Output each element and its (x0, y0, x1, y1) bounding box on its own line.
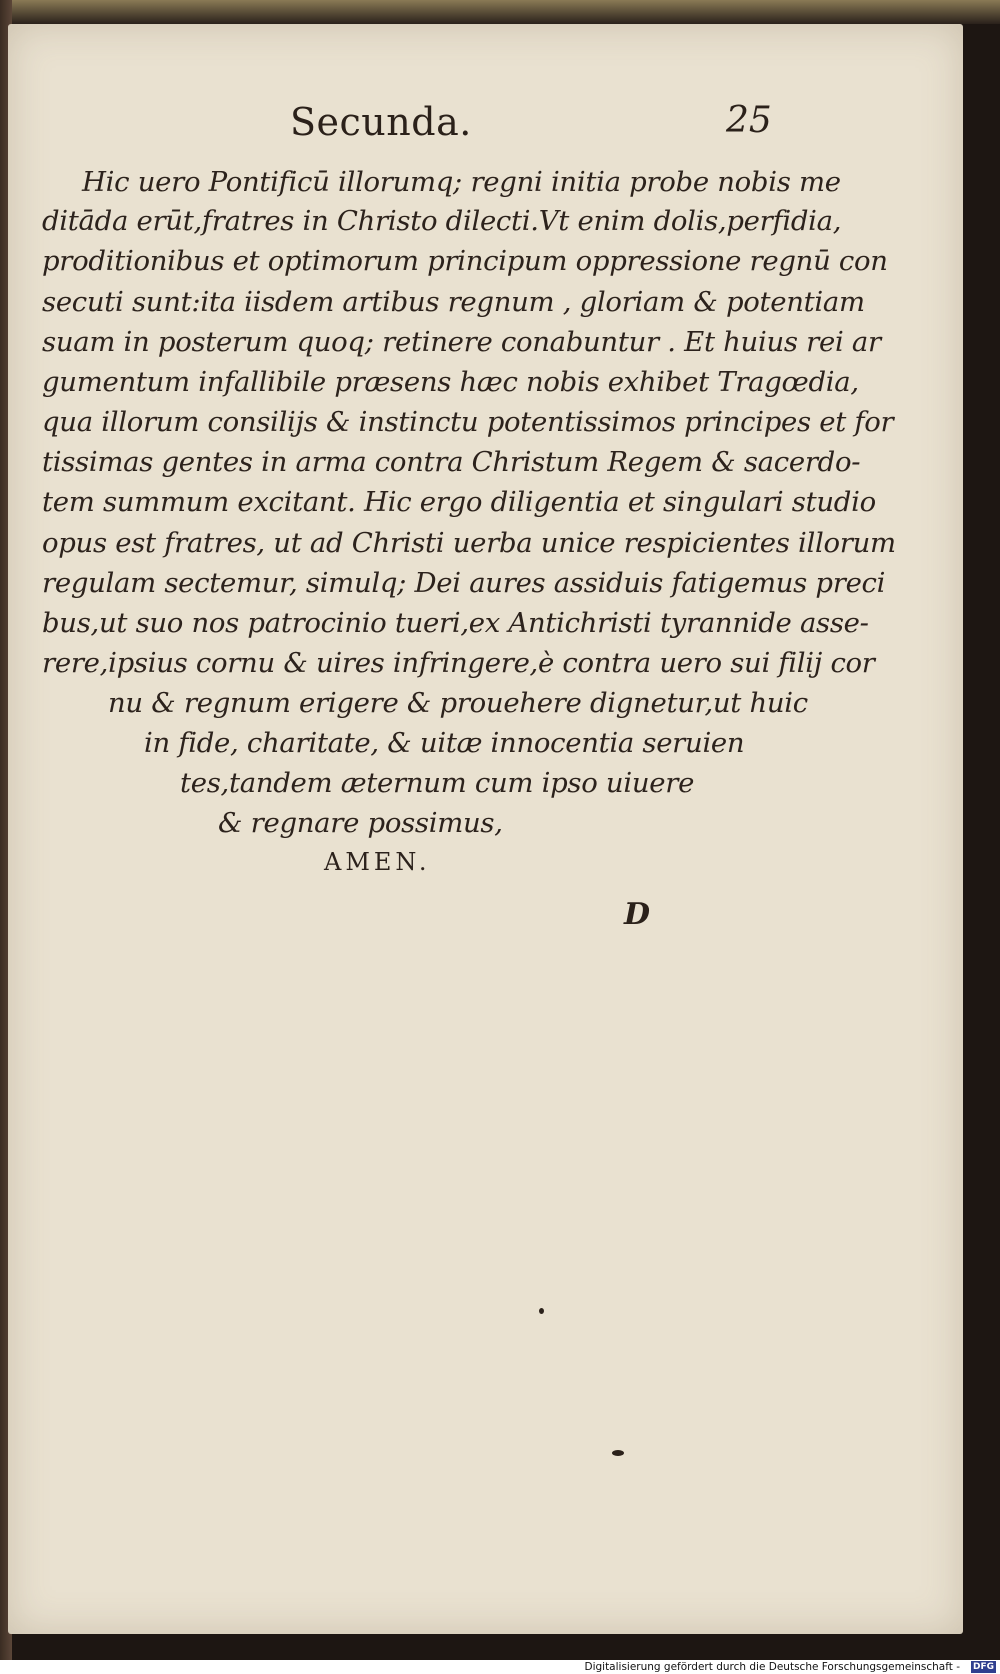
book-top-edge (0, 0, 1000, 24)
ink-speck (612, 1450, 624, 1456)
footer-bar (0, 1660, 1000, 1674)
text-line: Hic uero Pontificū illorumq; regni initia probe nobis me (82, 166, 841, 198)
text-line: tes,tandem æternum cum ipso uiuere (180, 767, 695, 799)
text-line: opus est fratres, ut ad Christi uerba unice respicientes illorum (42, 527, 896, 559)
text-line: nu & regnum erigere & prouehere dignetur,ut huic (108, 687, 808, 719)
text-line: tissimas gentes in arma contra Christum Regem & sacerdo- (42, 446, 861, 478)
text-line: tem summum excitant. Hic ergo diligentia et singulari studio (42, 486, 876, 518)
text-line: ditāda erūt,fratres in Christo dilecti.Vt enim dolis,perfidia, (42, 205, 842, 237)
page-number: 25 (726, 100, 772, 141)
text-line: regulam sectemur, simulq; Dei aures assiduis fatigemus preci (42, 567, 886, 599)
text-line: suam in posterum quoq; retinere conabuntur . Et huius rei ar (42, 326, 881, 358)
text-line: secuti sunt:ita iisdem artibus regnum , gloriam & potentiam (42, 286, 865, 318)
signature-mark: D (624, 897, 651, 932)
amen-line: AMEN. (324, 848, 431, 876)
text-line: gumentum infallibile præsens hæc nobis exhibet Tragœdia, (42, 366, 859, 398)
text-line: qua illorum consilijs & instinctu potentissimos principes et for (42, 406, 894, 438)
running-head: Secunda. (290, 100, 472, 144)
text-line: in fide, charitate, & uitæ innocentia seruien (144, 727, 745, 759)
ink-speck (539, 1308, 544, 1314)
text-line: proditionibus et optimorum principum oppressione regnū con (42, 245, 888, 277)
footer-credit: Digitalisierung gefördert durch die Deutsche Forschungsgemeinschaft - (584, 1661, 960, 1673)
text-line: rere,ipsius cornu & uires infringere,è contra uero sui filij cor (42, 647, 875, 679)
text-line: bus,ut suo nos patrocinio tueri,ex Antichristi tyrannide asse- (42, 607, 869, 639)
dfg-logo: DFG (972, 1662, 994, 1672)
text-line: & regnare possimus, (218, 807, 503, 839)
